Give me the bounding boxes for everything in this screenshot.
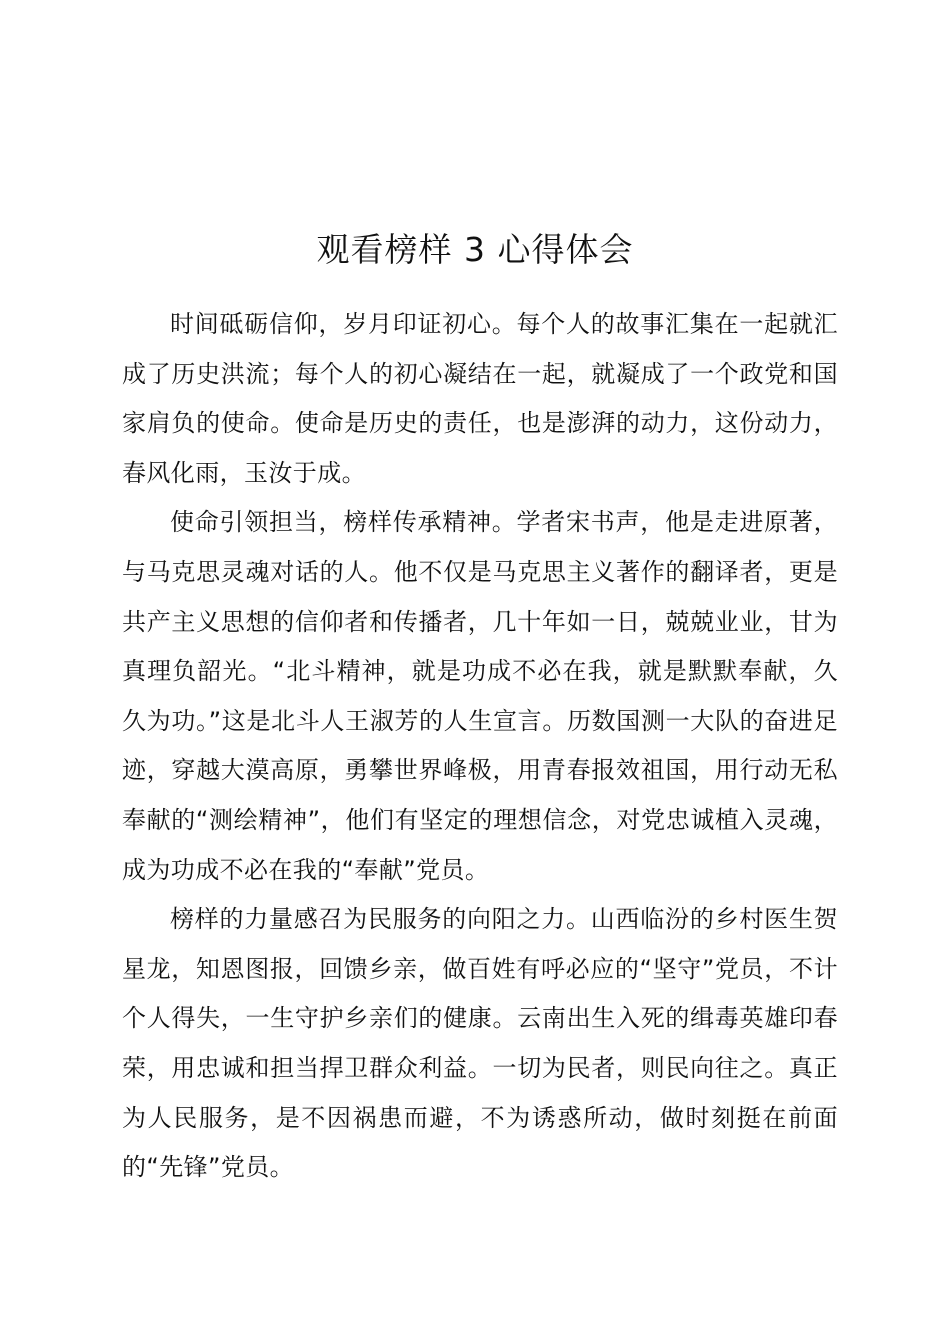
document-title: 观看榜样 3 心得体会 bbox=[316, 230, 634, 269]
paragraph-2: 使命引领担当，榜样传承精神。学者宋书声，他是走进原著，与马克思灵魂对话的人。他不仅是马克思主义著作的翻译者，更是共产主义思想的信仰者和传播者，几十年如一日，兢兢业业，甘为真理负韶光。“北斗精神，就是功成不必在我，就是默默奉献，久久为功。”这是北斗人王淑芳的人生宣言。历数国测一大队的奋进足迹，穿越大漠高原，勇攀世界峰极，用青春报效祖国，用行动无私奉献的“测绘精神”，他们有坚定的理想信念，对党忠诚植入灵魂，成为功成不必在我的“奉献”党员。 bbox=[122, 508, 838, 884]
paragraph-3: 榜样的力量感召为民服务的向阳之力。山西临汾的乡村医生贺星龙，知恩图报，回馈乡亲，做百姓有呼必应的“坚守”党员，不计个人得失，一生守护乡亲们的健康。云南出生入死的缉毒英雄印春荣，用忠诚和担当捍卫群众利益。一切为民者，则民向往之。真正为人民服务，是不因祸患而避，不为诱惑所动，做时刻挺在前面的“先锋”党员。 bbox=[122, 905, 838, 1182]
paragraph-1: 时间砥砺信仰，岁月印证初心。每个人的故事汇集在一起就汇成了历史洪流；每个人的初心凝结在一起，就凝成了一个政党和国家肩负的使命。使命是历史的责任，也是澎湃的动力，这份动力，春风化雨，玉汝于成。 bbox=[122, 310, 838, 487]
document-body bbox=[122, 300, 838, 1193]
